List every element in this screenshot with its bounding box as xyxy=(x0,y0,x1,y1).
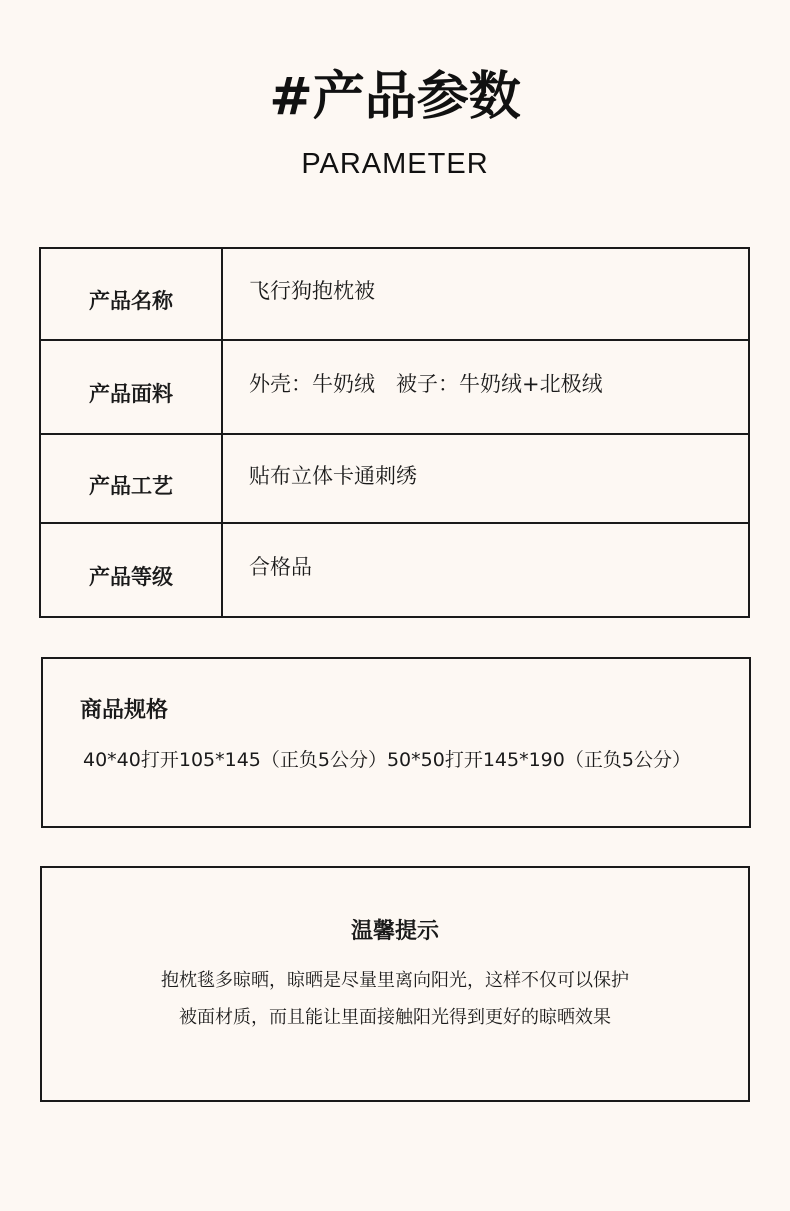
spec-box xyxy=(41,657,751,828)
tip-line-2: 被面材质，而且能让里面接触阳光得到更好的晾晒效果 xyxy=(179,1007,611,1028)
table-row xyxy=(40,434,749,523)
param-value-name: 飞行狗抱枕被 xyxy=(222,248,749,340)
param-label-craft: 产品工艺 xyxy=(40,434,222,523)
param-value-fabric: 外壳：牛奶绒 被子：牛奶绒+北极绒 xyxy=(222,340,749,434)
param-value-grade: 合格品 xyxy=(222,523,749,617)
spec-title: 商品规格 xyxy=(80,698,169,723)
parameter-table xyxy=(39,247,750,618)
tip-title: 温馨提示 xyxy=(350,919,439,944)
table-row xyxy=(40,523,749,617)
spec-text: 40*40打开105*145（正负5公分）50*50打开145*190（正负5公分） xyxy=(83,749,691,771)
param-value-craft: 贴布立体卡通刺绣 xyxy=(222,434,749,523)
table-row xyxy=(40,340,749,434)
param-label-fabric: 产品面料 xyxy=(40,340,222,434)
param-label-grade: 产品等级 xyxy=(40,523,222,617)
tip-line-1: 抱枕毯多晾晒，晾晒是尽量里离向阳光，这样不仅可以保护 xyxy=(161,970,629,991)
table-row xyxy=(40,248,749,340)
page-subtitle: PARAMETER xyxy=(301,148,489,180)
page-title: #产品参数 xyxy=(269,67,521,127)
param-label-name: 产品名称 xyxy=(40,248,222,340)
tip-box xyxy=(40,866,750,1102)
